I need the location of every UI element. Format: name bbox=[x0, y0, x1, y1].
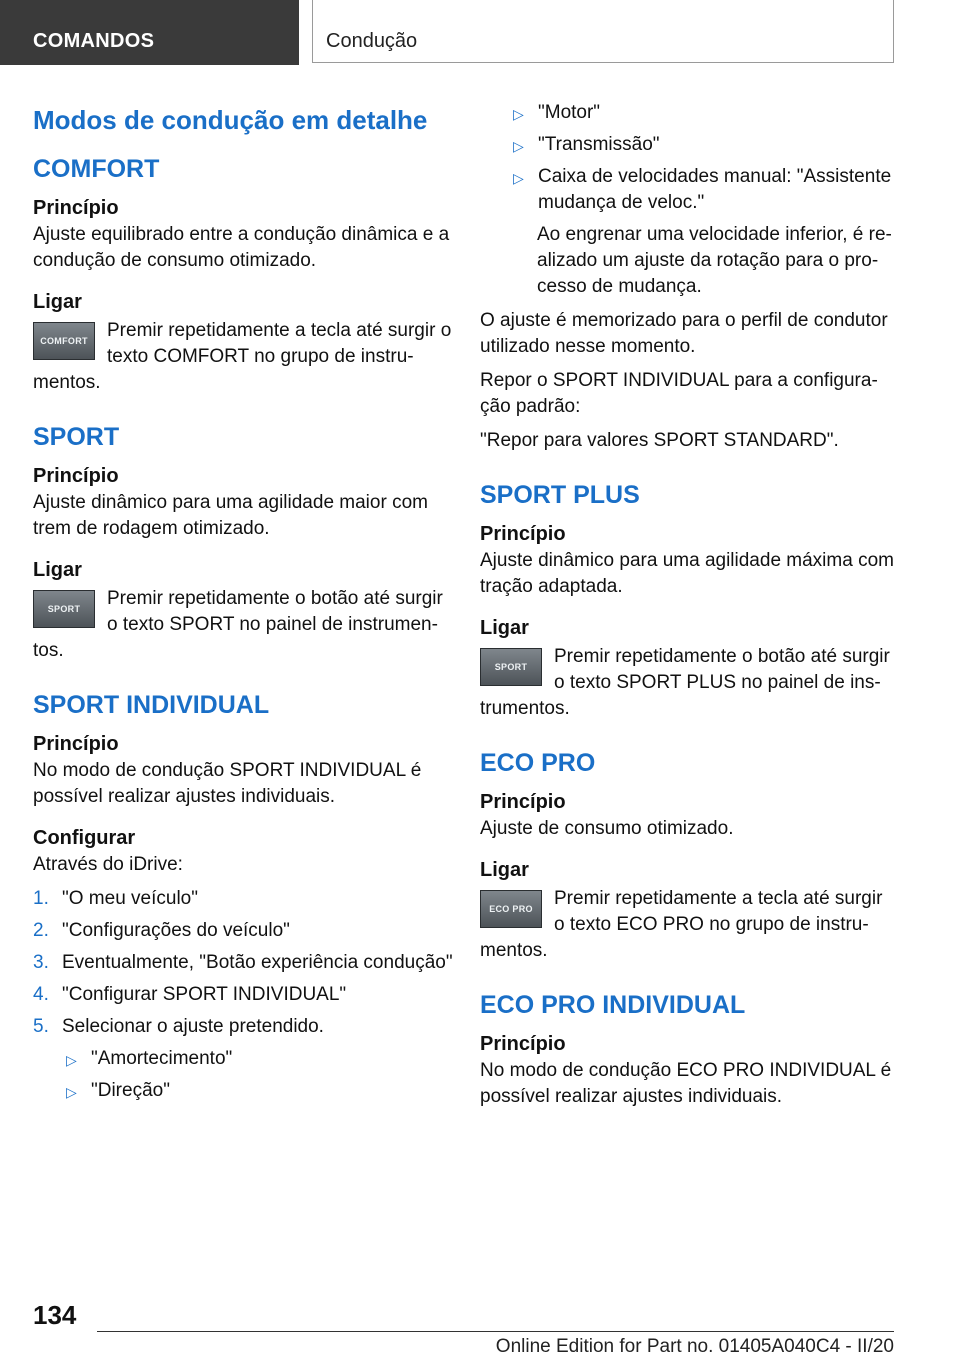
heading-sport: SPORT bbox=[33, 423, 120, 451]
list-item: ▷ "Direção" bbox=[62, 1078, 453, 1104]
right-column bbox=[480, 100, 894, 1110]
eco-pro-switch-label: Ligar bbox=[480, 859, 529, 881]
sport-principle-label: Princípio bbox=[33, 465, 119, 487]
list-item: 1. "O meu veículo" bbox=[33, 888, 198, 909]
list-item: ▷ "Transmissão" bbox=[509, 132, 894, 158]
eco-pro-individual-principle-text: No modo de condução ECO PRO INDIVIDUAL é possível realizar ajustes individuais. bbox=[480, 1060, 892, 1107]
list-item: ▷ "Motor" bbox=[509, 100, 894, 126]
comfort-principle-text: Ajuste equilibrado entre a condução dinâmica e a condução de consumo otimizado. bbox=[33, 224, 450, 271]
list-item: 2. "Configurações do veículo" bbox=[33, 920, 290, 941]
sport-individual-principle-text: No modo de condução SPORT INDIVIDUAL é possível realizar ajustes individuais. bbox=[33, 760, 422, 807]
page-title: Modos de condução em detalhe bbox=[33, 105, 428, 135]
eco-pro-button-icon: ECO PRO bbox=[480, 890, 542, 928]
setting-options bbox=[62, 1046, 453, 1104]
comfort-button-icon: COMFORT bbox=[33, 322, 95, 360]
sport-plus-button-icon: SPORT bbox=[480, 648, 542, 686]
list-item: 4. "Configurar SPORT INDIVIDUAL" bbox=[33, 984, 347, 1005]
configure-intro: Através do iDrive: bbox=[33, 854, 183, 875]
heading-eco-pro-individual: ECO PRO INDIVIDUAL bbox=[480, 991, 746, 1019]
sport-plus-principle-label: Princípio bbox=[480, 523, 566, 545]
list-item: ▷ "Amortecimento" bbox=[62, 1046, 453, 1072]
heading-sport-individual: SPORT INDIVIDUAL bbox=[33, 691, 270, 719]
heading-eco-pro: ECO PRO bbox=[480, 749, 596, 777]
comfort-switch-label: Ligar bbox=[33, 291, 82, 313]
sport-switch-text: Premir repetidamente o botão até surgir o texto SPORT no painel de instrumentos. bbox=[33, 588, 443, 661]
eco-pro-principle-label: Princípio bbox=[480, 791, 566, 813]
configure-label: Configurar bbox=[33, 827, 136, 849]
list-item: 3. Eventualmente, "Botão experiência condução" bbox=[33, 952, 453, 973]
heading-sport-plus: SPORT PLUS bbox=[480, 481, 640, 509]
chapter-tab: Condução bbox=[312, 0, 894, 63]
sport-plus-principle-text: Ajuste dinâmico para uma agilidade máxima com tração adaptada. bbox=[480, 550, 894, 597]
setting-options-cont bbox=[509, 100, 894, 216]
eco-pro-individual-principle-label: Princípio bbox=[480, 1033, 566, 1055]
footer-divider bbox=[97, 1331, 894, 1332]
eco-pro-switch-text: Premir repetidamente a tecla até surgir o texto ECO PRO no grupo de instrumentos. bbox=[480, 888, 883, 961]
section-tab: COMANDOS bbox=[0, 0, 299, 65]
eco-pro-principle-text: Ajuste de consumo otimizado. bbox=[480, 818, 734, 839]
configure-steps bbox=[33, 886, 453, 1040]
comfort-switch-text: Premir repetidamente a tecla até surgir o texto COMFORT no grupo de instrumentos. bbox=[33, 320, 452, 393]
comfort-principle-label: Princípio bbox=[33, 197, 119, 219]
triangle-bullet-icon: ▷ bbox=[66, 1084, 77, 1100]
sport-plus-switch-label: Ligar bbox=[480, 617, 529, 639]
sport-principle-text: Ajuste dinâmico para uma agilidade maior com trem de rodagem otimizado. bbox=[33, 492, 428, 539]
triangle-bullet-icon: ▷ bbox=[513, 170, 524, 186]
manual-gearbox-note: Ao engrenar uma velocidade inferior, é realizado um ajuste da rotação para o processo de mudança. bbox=[537, 224, 892, 297]
memo-text: O ajuste é memorizado para o perfil de condutor utilizado nesse momento. bbox=[480, 310, 888, 357]
sport-individual-principle-label: Princípio bbox=[33, 733, 119, 755]
sport-plus-switch-text: Premir repetidamente o botão até surgir o texto SPORT PLUS no painel de instrumentos. bbox=[480, 646, 890, 719]
page-number: 134 bbox=[33, 1300, 77, 1330]
triangle-bullet-icon: ▷ bbox=[66, 1052, 77, 1068]
list-item: ▷ Caixa de velocidades manual: "Assistente mudança de veloc." bbox=[513, 166, 892, 213]
list-item: 5. Selecionar o ajuste pretendido. bbox=[33, 1016, 324, 1037]
heading-comfort: COMFORT bbox=[33, 155, 160, 183]
edition-note: Online Edition for Part no. 01405A040C4 - II/20 bbox=[495, 1336, 894, 1357]
reset-text: Repor o SPORT INDIVIDUAL para a configuração padrão: bbox=[480, 370, 878, 417]
triangle-bullet-icon: ▷ bbox=[513, 106, 524, 122]
sport-switch-label: Ligar bbox=[33, 559, 82, 581]
triangle-bullet-icon: ▷ bbox=[513, 138, 524, 154]
left-column bbox=[33, 100, 453, 1110]
sport-button-icon: SPORT bbox=[33, 590, 95, 628]
reset-command: "Repor para valores SPORT STANDARD". bbox=[480, 430, 839, 451]
